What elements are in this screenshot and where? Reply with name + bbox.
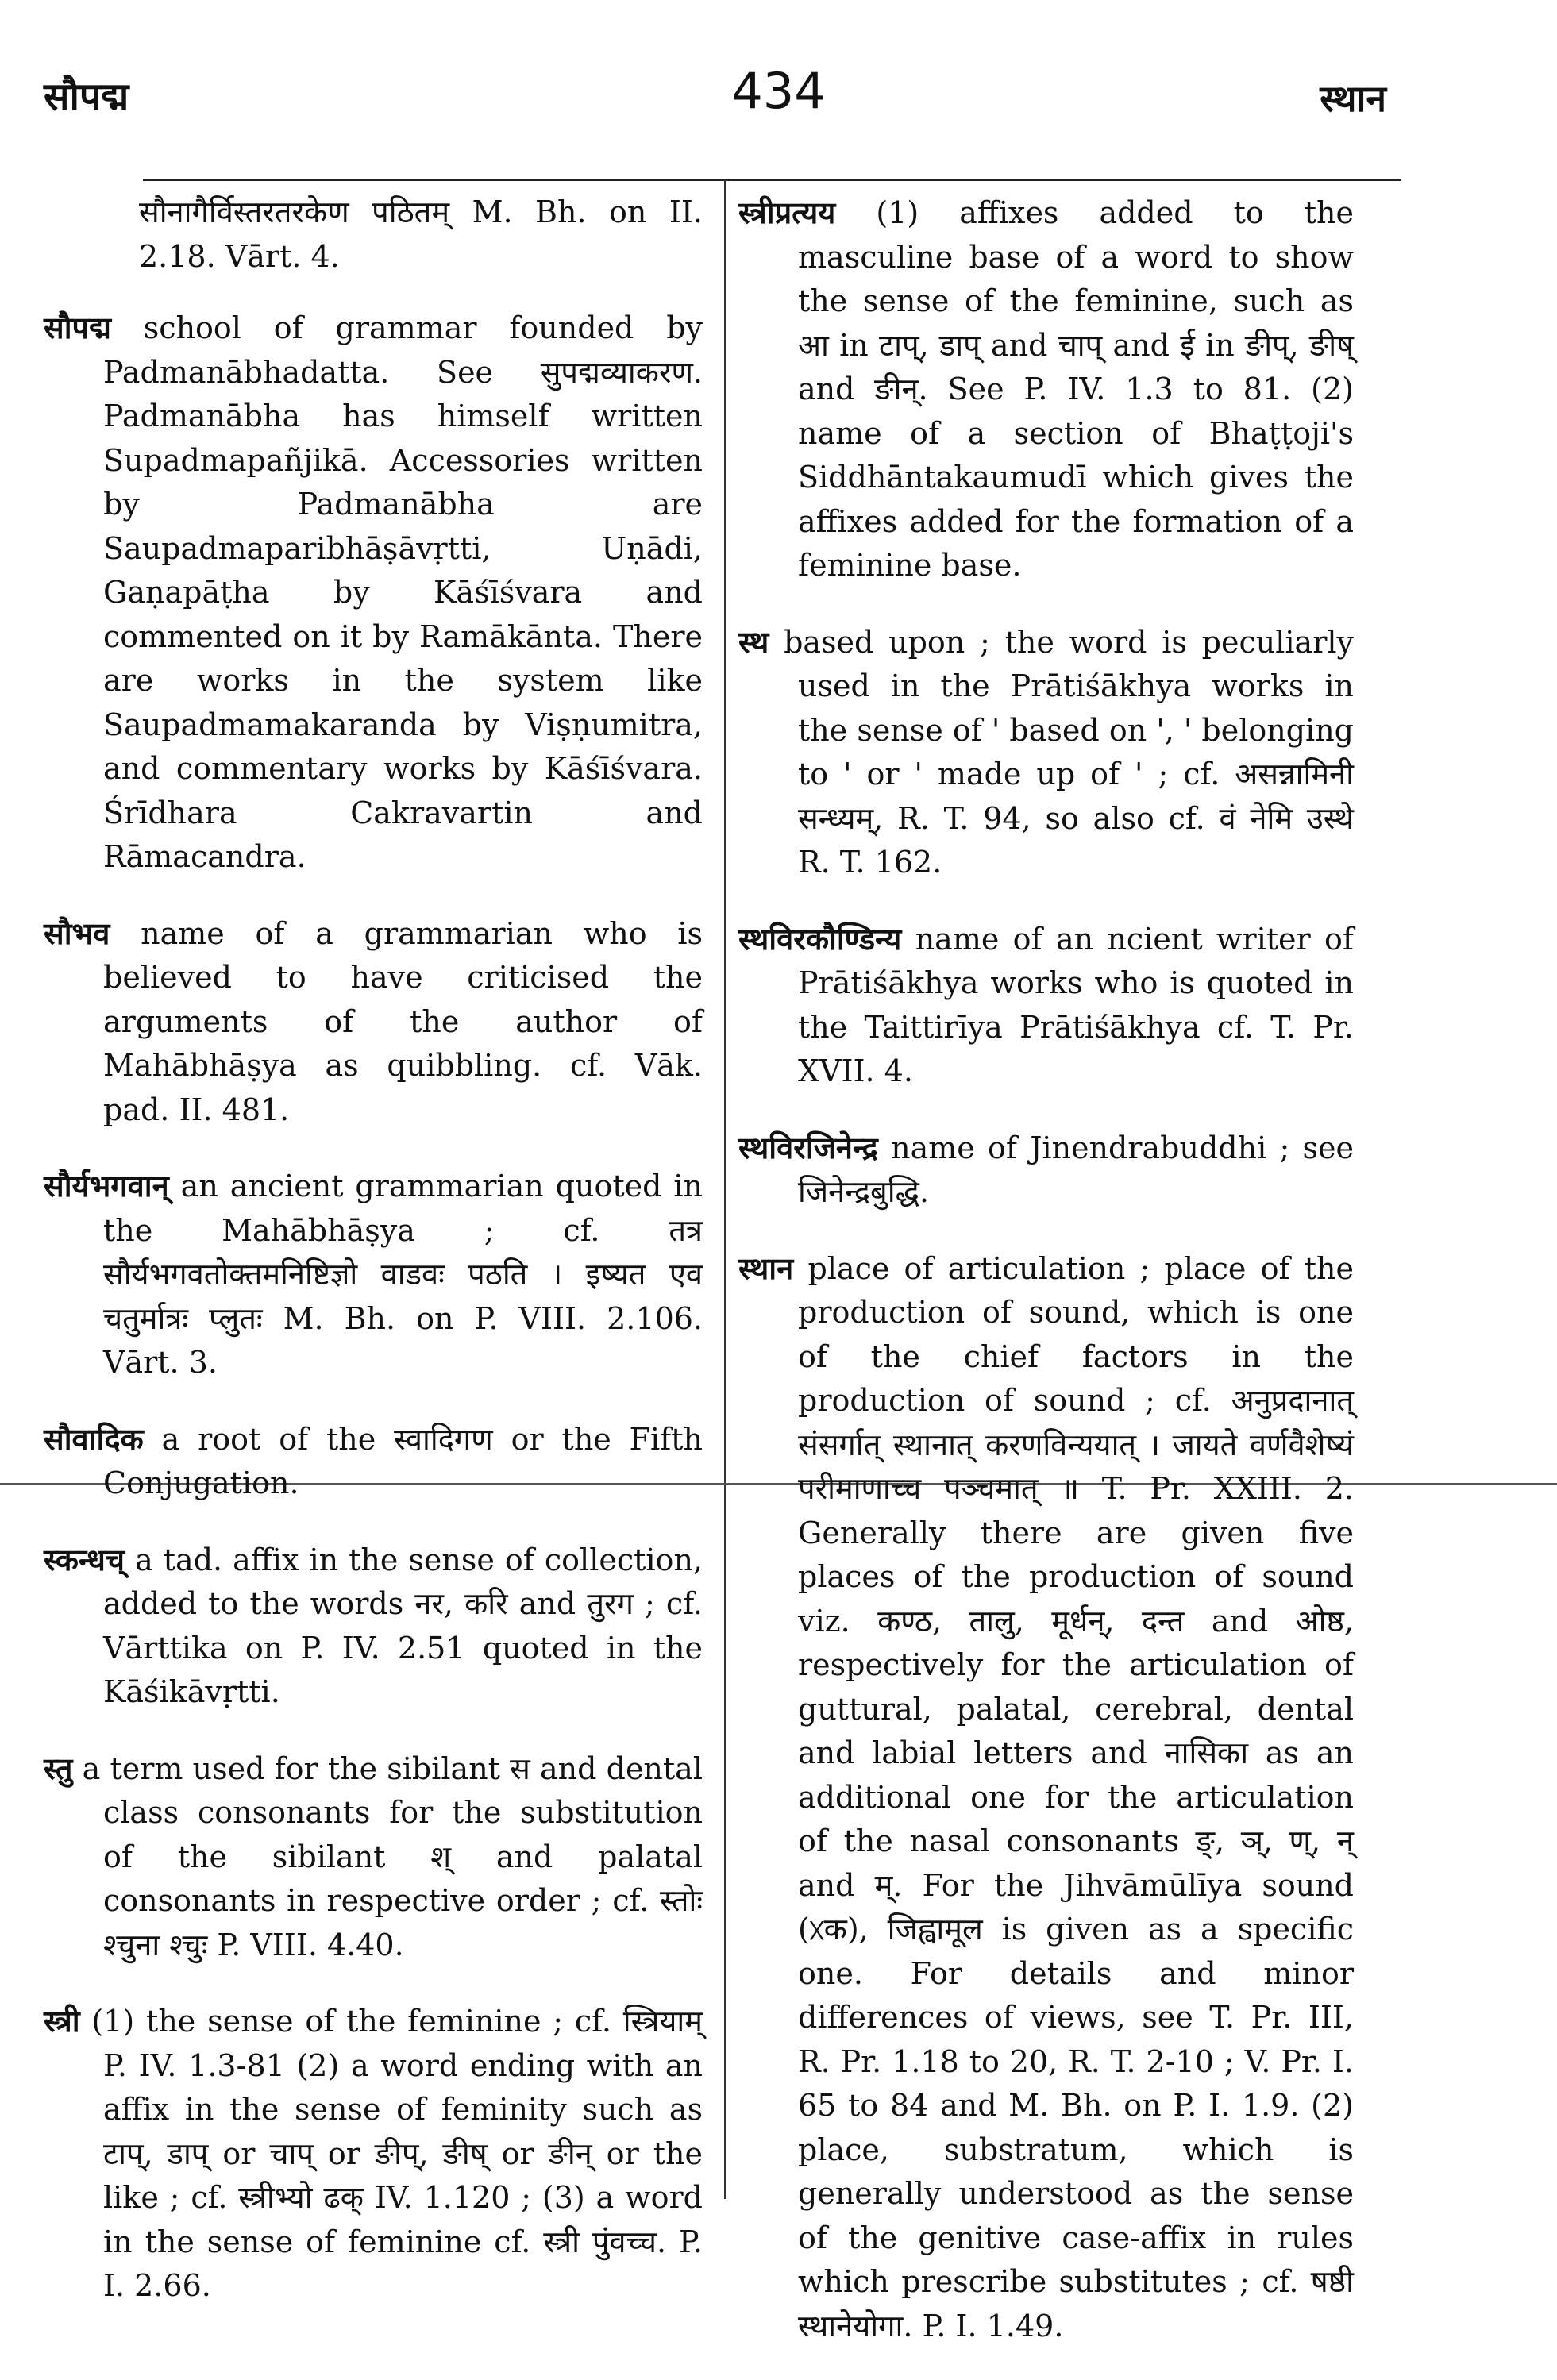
entry-headword: स्त्री (44, 2003, 80, 2039)
continued-text: सौनागैर्विस्तरतरकेण पठितम् M. Bh. on II. 2.18. Vārt. 4. (139, 194, 703, 274)
entry-definition: (1) affixes added to the masculine base of a word to show the sense of the feminine, such as आ in टाप्, डाप् and चाप् and ई in ङीप्, ङीष् and ङीन्. See P. IV. 1.3 to 81. (2) name of a section of Bhaṭṭoji's Siddhāntakaumudī which gives the affixes added for the formation of a feminine base. (798, 195, 1354, 583)
entry-headword: स्कन्धच् (44, 1541, 125, 1577)
entry-definition: a root of the स्वादिगण or the Fifth Conjugation. (103, 1421, 703, 1500)
dictionary-entry (44, 911, 703, 1133)
entry-headword: स्तु (44, 1750, 73, 1786)
dictionary-entry (44, 1164, 703, 1385)
entry-headword: सौभव (44, 915, 110, 951)
dictionary-entry (44, 1417, 703, 1506)
dictionary-entry (44, 1999, 703, 2309)
column-divider (724, 179, 726, 2199)
page-header (0, 62, 1557, 141)
entry-definition: name of Jinendrabuddhi ; see जिनेन्द्रबुद्धि. (798, 1130, 1354, 1209)
entry-headword: सौपद्म (44, 310, 111, 345)
header-rule (143, 179, 1401, 181)
dictionary-entry (44, 1746, 703, 1968)
entry-headword: सौवादिक (44, 1420, 144, 1457)
dictionary-entry (44, 1538, 703, 1715)
entry-definition: place of articulation ; place of the production of sound, which is one of the chief factors in the production of sound ; cf. अनुप्रदानात् संसर्गात् स्थानात् करणविन्ययात् । जायते वर्णवैशेष्यं परीमाणाच्च पञ्चमात् ॥ T. Pr. XXIII. 2. Generally there are given five places of the production of sound viz. कण्ठ, तालु, मूर्धन्, दन्त and ओष्ठ, respectively for the articulation of guttural, palatal, cerebral, dental and labial letters and नासिका as an additional one for the articulation of the nasal consonants ङ्, ञ्, ण्, न् and म्. For the Jihvāmūlīya sound (ᳵक), जिह्वामूल is given as a specific one. For details and minor differences of views, see T. Pr. III, R. Pr. 1.18 to 20, R. T. 2-10 ; V. Pr. I. 65 to 84 and M. Bh. on P. I. 1.9. (2) place, substratum, which is generally understood as the sense of the genitive case-affix in rules which prescribe substitutes ; cf. षष्ठी स्थानेयोगा. P. I. 1.49. (798, 1250, 1354, 2343)
entry-definition: name of an ncient writer of Prātiśākhya works who is quoted in the Taittirīya Prātiśākhya cf. T. Pr. XVII. 4. (798, 921, 1354, 1088)
entry-definition: an ancient grammarian quoted in the Mahābhāṣya ; cf. तत्र सौर्यभगवतोक्तमनिष्टिज्ञो वाडवः पठति । इष्यत एव चतुर्मात्रः प्लुतः M. Bh. on P. VIII. 2.106. Vārt. 3. (103, 1169, 703, 1380)
entry-definition: a term used for the sibilant स and dental class consonants for the substitution of the sibilant श् and palatal consonants in respective order ; cf. स्तोः श्चुना श्चुः P. VIII. 4.40. (82, 1750, 703, 1962)
entry-headword: सौर्यभगवान् (44, 1168, 169, 1203)
dictionary-entry (44, 306, 703, 880)
entry-headword: स्थविरजिनेन्द्र (738, 1129, 878, 1165)
entry-definition: school of grammar founded by Padmanābhadatta. See सुपद्मव्याकरण. Padmanābha has himself written Supadmapañjikā. Accessories written by Padmanābha are Saupadmaparibhāṣāvṛtti, Uṇādi, Gaṇapāṭha by Kāśīśvara and commented on it by Ramākānta. There are works in the system like Saupadmamakaranda by Viṣṇumitra, and commentary works by Kāśīśvara. Śrīdhara Cakravartin and Rāmacandra. (103, 310, 703, 874)
entry-definition: based upon ; the word is peculiarly used in the Prātiśākhya works in the sense of ' based on ', ' belonging to ' or ' made up of ' ; cf. असन्नामिनी सन्ध्यम्, R. T. 94, so also cf. वं नेमि उस्थे R. T. 162. (784, 624, 1354, 880)
right-column (738, 191, 1354, 2380)
dictionary-entry (738, 1246, 1354, 2349)
entry-headword: स्थ (738, 623, 769, 660)
header-left-word: सौपद्म (44, 75, 129, 119)
entry-definition: name of a grammarian who is believed to have criticised the arguments of the author of Mahābhāṣya as quibbling. cf. Vāk. pad. II. 481. (103, 915, 703, 1127)
dictionary-entry (738, 1126, 1354, 1215)
left-column (44, 191, 703, 2340)
entry-headword: स्थविरकौण्डिन्य (738, 920, 902, 957)
page-number: 434 (731, 62, 826, 120)
entry-headword: स्त्रीप्रत्यय (738, 194, 836, 230)
entry-definition: a tad. affix in the sense of collection, added to the words नर, करि and तुरग ; cf. Vārttika on P. IV. 2.51 quoted in the Kāśikāvṛtti. (103, 1542, 703, 1709)
dictionary-entry (738, 917, 1354, 1094)
dictionary-entry (738, 191, 1354, 588)
dictionary-entry (738, 620, 1354, 885)
entry-headword: स्थान (738, 1250, 794, 1286)
entry-definition: (1) the sense of the feminine ; cf. स्त्रियाम् P. IV. 1.3-81 (2) a word ending with an affix in the sense of feminity such as टाप्, डाप् or चाप् or ङीप्, ङीष् or ङीन् or the like ; cf. स्त्रीभ्यो ढक् IV. 1.120 ; (3) a word in the sense of feminine cf. स्त्री पुंवच्च. P. I. 2.66. (91, 2004, 703, 2303)
header-right-word: स्थान (1320, 77, 1386, 120)
